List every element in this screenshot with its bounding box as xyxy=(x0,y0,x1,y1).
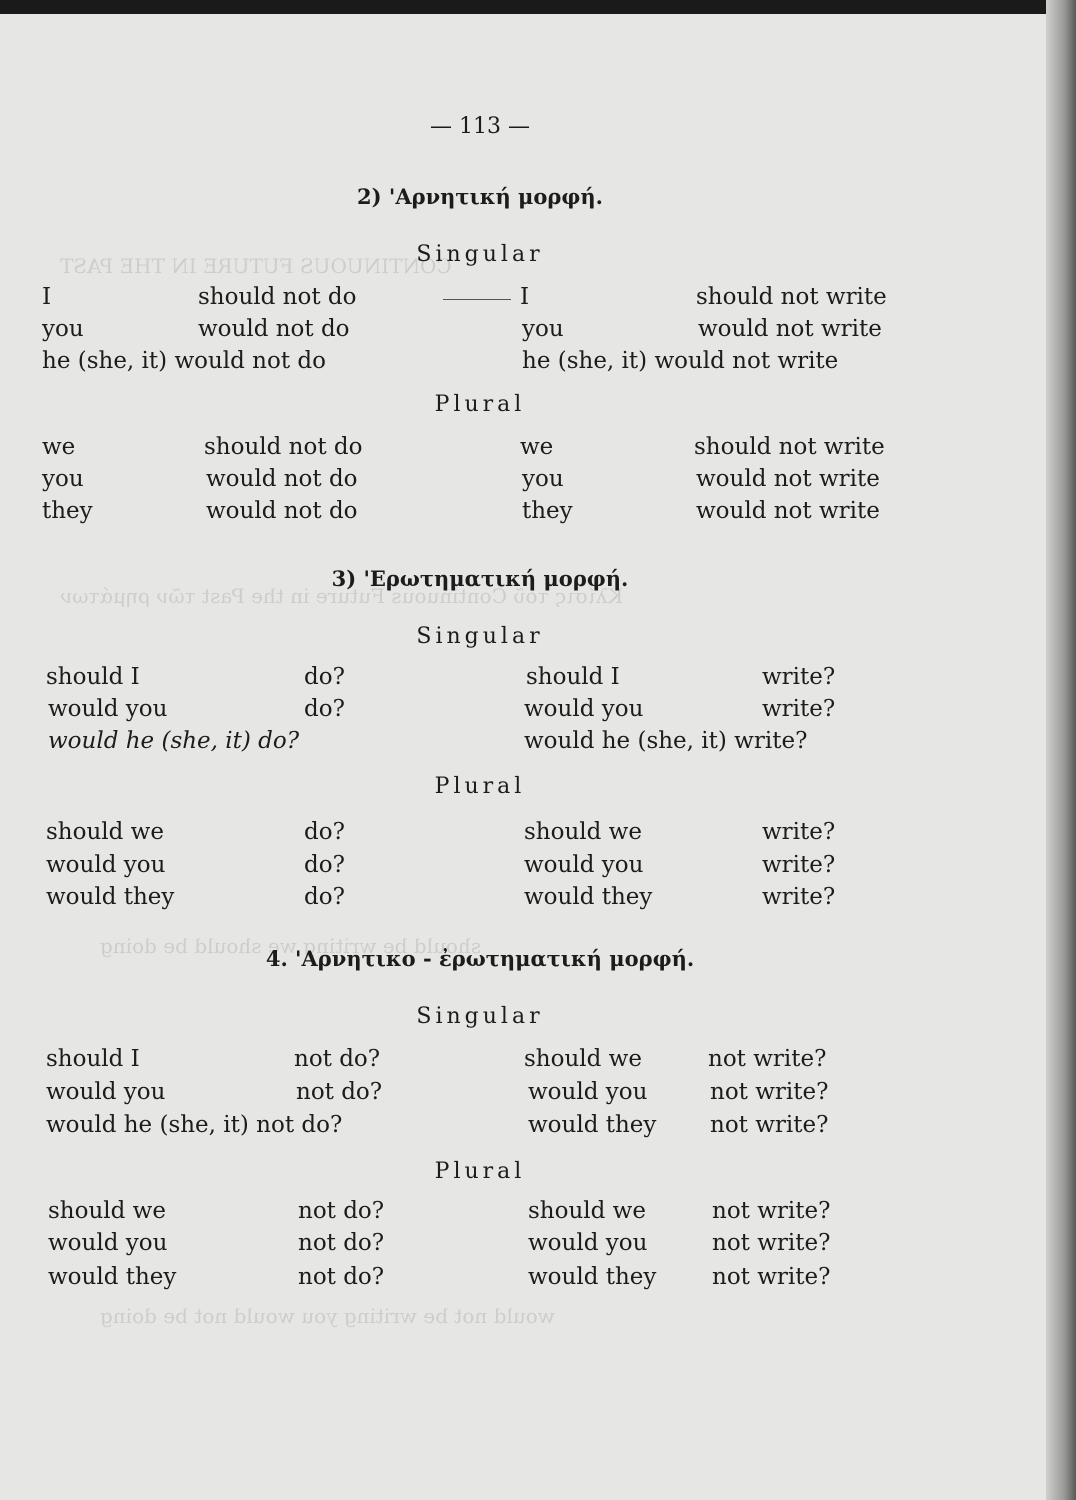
section-4-singular-label: Singular xyxy=(416,1004,544,1029)
pronoun-right: you xyxy=(522,316,564,342)
pronoun-left: would you xyxy=(46,852,166,878)
table-row xyxy=(0,466,1040,498)
book-page xyxy=(0,14,1046,1500)
verb-right: not write? xyxy=(710,1112,829,1138)
section-4-heading: 4. 'Αρνητικο - ἐρωτηματική μορφή. xyxy=(265,946,695,971)
bleed-through: CONTINUOUS FUTURE IN THE PAST xyxy=(60,254,452,278)
pronoun-right: should I xyxy=(526,664,620,690)
book-spine-edge xyxy=(1046,0,1076,1500)
table-row xyxy=(0,1198,1040,1230)
verb-right: not write? xyxy=(710,1079,829,1105)
table-row xyxy=(0,852,1040,884)
verb-left: do? xyxy=(304,819,345,845)
pronoun-right: should we xyxy=(524,1046,642,1072)
pronoun-left: would they xyxy=(46,884,175,910)
verb-right: not write? xyxy=(712,1230,831,1256)
pronoun-left: should I xyxy=(46,1046,140,1072)
pronoun-left: should we xyxy=(48,1198,166,1224)
table-row xyxy=(0,884,1040,916)
verb-left: should not do xyxy=(198,284,357,310)
bleed-through: Κλίσις τοῦ Continuous Future in the Past τῶν ρημάτων xyxy=(60,584,624,608)
section-2-singular-label: Singular xyxy=(416,242,544,267)
pronoun-right: we xyxy=(520,434,554,460)
pronoun-left: would he (she, it) do? xyxy=(48,728,300,754)
pronoun-left: we xyxy=(42,434,76,460)
table-row xyxy=(0,1264,1040,1296)
pronoun-right: should we xyxy=(524,819,642,845)
page-number: — 113 — xyxy=(430,114,530,139)
verb-right: not write? xyxy=(712,1198,831,1224)
pronoun-left: he (she, it) would not do xyxy=(42,348,326,374)
section-3-singular-label: Singular xyxy=(416,624,544,649)
pronoun-left: would he (she, it) not do? xyxy=(46,1112,343,1138)
pronoun-right: would they xyxy=(528,1264,657,1290)
pronoun-right: would you xyxy=(524,852,644,878)
pronoun-right: would they xyxy=(528,1112,657,1138)
verb-right: write? xyxy=(762,696,836,722)
pronoun-right: would you xyxy=(528,1230,648,1256)
verb-left: not do? xyxy=(298,1198,385,1224)
pronoun-right: should we xyxy=(528,1198,646,1224)
table-row xyxy=(0,434,1040,466)
verb-left: not do? xyxy=(298,1264,385,1290)
table-row xyxy=(0,1230,1040,1262)
section-4-plural-label: Plural xyxy=(434,1159,526,1184)
pronoun-left: should we xyxy=(46,819,164,845)
verb-left: would not do xyxy=(206,466,358,492)
verb-right: should not write xyxy=(696,284,887,310)
table-row xyxy=(0,728,1040,760)
pronoun-left: would you xyxy=(46,1079,166,1105)
pronoun-left: would you xyxy=(48,696,168,722)
section-2-plural-label: Plural xyxy=(434,392,526,417)
verb-left: do? xyxy=(304,852,345,878)
pronoun-left: would you xyxy=(48,1230,168,1256)
pronoun-left: would they xyxy=(48,1264,177,1290)
table-row xyxy=(0,819,1040,851)
verb-right: not write? xyxy=(712,1264,831,1290)
pronoun-left: you xyxy=(42,466,84,492)
verb-left: would not do xyxy=(198,316,350,342)
pronoun-right: would they xyxy=(524,884,653,910)
verb-right: should not write xyxy=(694,434,885,460)
verb-left: not do? xyxy=(298,1230,385,1256)
section-3-heading: 3) 'Ερωτηματική μορφή. xyxy=(331,566,629,591)
section-2-heading: 2) 'Αρνητική μορφή. xyxy=(357,184,603,209)
pronoun-left: you xyxy=(42,316,84,342)
verb-right: not write? xyxy=(708,1046,827,1072)
verb-right: write? xyxy=(762,852,836,878)
verb-right: would not write xyxy=(696,466,880,492)
pronoun-right: they xyxy=(522,498,573,524)
table-row xyxy=(0,284,1040,316)
pronoun-left: they xyxy=(42,498,93,524)
table-row xyxy=(0,1112,1040,1144)
verb-right: write? xyxy=(762,664,836,690)
bleed-through: should be writing we should be doing xyxy=(100,934,482,958)
pronoun-right: you xyxy=(522,466,564,492)
verb-right: write? xyxy=(762,884,836,910)
verb-left: not do? xyxy=(296,1079,383,1105)
verb-left: do? xyxy=(304,664,345,690)
verb-left: do? xyxy=(304,884,345,910)
table-row xyxy=(0,316,1040,348)
pronoun-right: would you xyxy=(524,696,644,722)
verb-left: should not do xyxy=(204,434,363,460)
pronoun-right: would he (she, it) write? xyxy=(524,728,808,754)
table-row xyxy=(0,696,1040,728)
table-row xyxy=(0,498,1040,530)
table-row xyxy=(0,1046,1040,1078)
pronoun-left: should I xyxy=(46,664,140,690)
pronoun-right: he (she, it) would not write xyxy=(522,348,839,374)
section-3-plural-label: Plural xyxy=(434,774,526,799)
table-row xyxy=(0,348,1040,380)
bleed-through: would not be writing you would not be doing xyxy=(100,1304,555,1328)
verb-right: would not write xyxy=(696,498,880,524)
verb-left: would not do xyxy=(206,498,358,524)
verb-right: write? xyxy=(762,819,836,845)
verb-left: not do? xyxy=(294,1046,381,1072)
table-row xyxy=(0,1079,1040,1111)
pronoun-right: I xyxy=(520,284,530,310)
verb-left: do? xyxy=(304,696,345,722)
table-row xyxy=(0,664,1040,696)
pronoun-right: would you xyxy=(528,1079,648,1105)
verb-right: would not write xyxy=(698,316,882,342)
pronoun-left: I xyxy=(42,284,52,310)
